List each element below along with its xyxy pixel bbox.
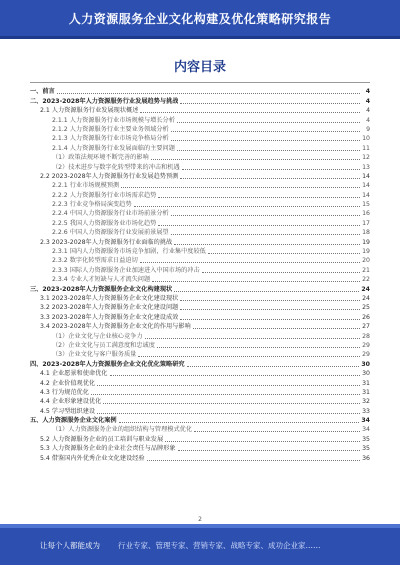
toc-entry-page: 11	[362, 144, 370, 152]
toc-entry-label: 一、前言	[30, 88, 55, 96]
toc-leader-dots	[171, 131, 360, 132]
toc-entry[interactable]	[30, 228, 370, 237]
toc-leader-dots	[140, 262, 360, 263]
toc-entry-label: 2.2 2023-2028年人力资源服务行业发展趋势预测	[40, 172, 179, 180]
toc-entry-page: 18	[362, 229, 370, 237]
toc-entry[interactable]	[30, 265, 370, 274]
toc-entry[interactable]	[30, 312, 370, 321]
toc-leader-dots	[177, 150, 360, 151]
toc-entry-label: （1）政策法规环境不断完善的影响	[52, 154, 149, 162]
toc-entry[interactable]	[30, 247, 370, 256]
toc-entry-label: 五、人力资源服务企业文化案例	[30, 417, 117, 425]
toc-entry-page: 36	[362, 454, 370, 462]
toc-entry-page: 9	[366, 125, 370, 133]
toc-entry[interactable]	[30, 106, 370, 115]
toc-leader-dots	[180, 103, 360, 104]
toc-leader-dots	[171, 140, 360, 141]
toc-entry-page: 34	[361, 417, 370, 425]
toc-entry[interactable]	[30, 162, 370, 171]
toc-entry-label: 3.4 2023-2028年人力资源服务企业文化的作用与影响	[40, 323, 191, 331]
toc-leader-dots	[178, 450, 360, 451]
toc-leader-dots	[193, 328, 360, 329]
toc-entry-page: 34	[362, 426, 370, 434]
toc-entry-label: 3.3 2023-2028年人力资源服务企业文化建设成效	[40, 313, 179, 321]
toc-entry[interactable]	[30, 96, 370, 105]
toc-leader-dots	[158, 225, 360, 226]
toc-entry-page: 31	[362, 388, 370, 396]
toc-entry-label: （2）企业文化与员工满意度和忠诚度	[52, 341, 155, 349]
toc-entry-page: 35	[362, 445, 370, 453]
toc-entry[interactable]	[30, 284, 370, 293]
toc-entry-page: 14	[362, 191, 370, 199]
toc-entry[interactable]	[30, 237, 370, 246]
toc-entry[interactable]	[30, 172, 370, 181]
toc-leader-dots	[103, 403, 360, 404]
toc-entry-page: 12	[362, 154, 370, 162]
toc-entry-label: 2.1.1 人力资源服务行业市场规模与增长分析	[52, 116, 175, 124]
toc-entry[interactable]	[30, 434, 370, 443]
toc-entry-page: 4	[366, 107, 370, 115]
toc-leader-dots	[202, 272, 360, 273]
toc-entry-label: 四、2023-2028年人力资源服务企业文化优化策略研究	[30, 360, 185, 368]
toc-entry-label: 2.2.4 中国人力资源服务行业市场前景分析	[52, 210, 169, 218]
toc-leader-dots	[91, 394, 360, 395]
toc-entry-page: 32	[362, 398, 370, 406]
toc-entry-page: 35	[362, 435, 370, 443]
toc-leader-dots	[208, 253, 360, 254]
toc-leader-dots	[138, 356, 360, 357]
toc-entry[interactable]	[30, 153, 370, 162]
page-number: 2	[198, 516, 202, 523]
toc-leader-dots	[180, 178, 360, 179]
toc-leader-dots	[157, 347, 360, 348]
toc-leader-dots	[110, 375, 361, 376]
toc-entry-label: 2.1 人力资源服务行业发展现状概述	[40, 107, 139, 115]
toc-entry-label: （2）技术进步与数字化转型带来的冲击和机遇	[52, 163, 180, 171]
toc-leader-dots	[187, 366, 360, 367]
toc-entry-page: 28	[362, 332, 370, 340]
toc-entry-page: 27	[362, 323, 370, 331]
toc-entry-page: 22	[362, 276, 370, 284]
toc-entry-label: 二、2023-2028年人力资源服务行业发展趋势与挑战	[30, 97, 179, 105]
toc-leader-dots	[180, 300, 360, 301]
toc-entry-label: （1）企业文化与企业核心竞争力	[52, 332, 143, 340]
toc-entry[interactable]	[30, 444, 370, 453]
toc-entry[interactable]	[30, 275, 370, 284]
toc-entry-label: 2.1.4 人力资源服务行业发展面临的主要问题	[52, 144, 175, 152]
toc-heading: 内容目录	[173, 60, 226, 75]
toc-entry[interactable]	[30, 378, 370, 387]
toc-entry-label: 4.2 企业价值观优化	[40, 379, 96, 387]
toc-entry-label: （3）企业文化与客户服务质量	[52, 351, 137, 359]
toc-entry-label: 3.1 2023-2028年人力资源服务企业文化建设现状	[40, 294, 179, 302]
toc-entry-page: 31	[362, 379, 370, 387]
toc-entry-page: 19	[362, 238, 370, 246]
toc-entry-label: 2.3.3 国际人力资源服务企业加速进入中国市场的冲击	[52, 266, 200, 274]
toc-entry[interactable]	[30, 322, 370, 331]
toc-entry[interactable]	[30, 331, 370, 340]
toc-entry-label: 3.2 2023-2028年人力资源服务企业文化建设问题	[40, 304, 179, 312]
toc-entry-label: （1）人力资源服务企业的组织结构与管理模式优化	[52, 426, 193, 434]
toc-entry-label: 4.5 学习型组织建设	[40, 407, 96, 415]
toc-entry-page: 29	[362, 351, 370, 359]
footer-slogan-right: 行业专家、管理专家、营销专家、战略专家、成功企业家……	[118, 541, 321, 550]
toc-entry-page: 14	[362, 172, 370, 180]
toc-leader-dots	[152, 281, 360, 282]
document-footer	[0, 528, 400, 565]
toc-leader-dots	[121, 187, 360, 188]
toc-entry[interactable]	[30, 134, 370, 143]
toc-entry-page: 17	[362, 219, 370, 227]
toc-leader-dots	[140, 112, 360, 113]
toc-entry-page: 29	[362, 341, 370, 349]
toc-entry-label: 2.3.2 数字化转型需求日益迫切	[52, 257, 138, 265]
toc-leader-dots	[174, 291, 359, 292]
toc-divider	[30, 82, 370, 83]
toc-entry-label: 2.2.2 人力资源服务行业市场需求趋势	[52, 191, 157, 199]
toc-entry-page: 25	[362, 304, 370, 312]
toc-entry[interactable]	[30, 218, 370, 227]
toc-leader-dots	[97, 413, 360, 414]
toc-leader-dots	[145, 338, 360, 339]
toc-entry-label: 2.2.5 我国人力资源服务业市场化趋势	[52, 219, 157, 227]
toc-entry-label: 4.4 企业形象建设优化	[40, 398, 102, 406]
toc-entry-label: 2.3.1 国内人力资源服务市场竞争加剧，行业集中度较低	[52, 248, 206, 256]
toc-leader-dots	[57, 93, 360, 94]
toc-entry[interactable]	[30, 416, 370, 425]
toc-entry[interactable]	[30, 369, 370, 378]
toc-entry-page: 4	[365, 88, 370, 96]
toc-entry-page: 26	[362, 313, 370, 321]
toc-entry-page: 19	[362, 248, 370, 256]
toc-entry[interactable]	[30, 397, 370, 406]
toc-entry-label: 2.2.6 中国人力资源服务行业发展前景展望	[52, 229, 169, 237]
toc-entry[interactable]	[30, 453, 370, 462]
toc-entry[interactable]	[30, 190, 370, 199]
toc-entry[interactable]	[30, 294, 370, 303]
toc-leader-dots	[134, 206, 360, 207]
toc-entry[interactable]	[30, 303, 370, 312]
toc-entry[interactable]	[30, 181, 370, 190]
toc-leader-dots	[151, 159, 360, 160]
toc-entry-page: 10	[362, 135, 370, 143]
table-of-contents	[30, 87, 370, 463]
document-header	[0, 0, 400, 39]
toc-entry-page: 24	[362, 294, 370, 302]
toc-leader-dots	[180, 309, 360, 310]
toc-leader-dots	[182, 169, 360, 170]
toc-entry[interactable]	[30, 425, 370, 434]
toc-leader-dots	[180, 319, 360, 320]
toc-entry-page: 13	[362, 163, 370, 171]
toc-entry[interactable]	[30, 143, 370, 152]
toc-entry-page: 24	[361, 285, 370, 293]
toc-entry-page: 4	[365, 97, 370, 105]
toc-leader-dots	[194, 431, 360, 432]
toc-entry-label: 2.3.4 专业人才短缺与人才流失问题	[52, 276, 151, 284]
toc-leader-dots	[158, 197, 360, 198]
toc-entry[interactable]	[30, 388, 370, 397]
toc-leader-dots	[177, 122, 360, 123]
toc-leader-dots	[171, 234, 360, 235]
toc-entry[interactable]	[30, 87, 370, 96]
toc-leader-dots	[174, 244, 360, 245]
toc-entry-label: 三、2023-2028年人力资源服务企业文化构建现状	[30, 285, 173, 293]
toc-entry-label: 2.2.3 行业竞争格局演变趋势	[52, 201, 132, 209]
toc-entry-page: 4	[366, 116, 370, 124]
toc-entry[interactable]	[30, 115, 370, 124]
toc-leader-dots	[165, 441, 360, 442]
toc-entry-page: 33	[362, 407, 370, 415]
toc-entry-label: 2.1.2 人力资源服务行业主要业务领域分析	[52, 125, 169, 133]
toc-leader-dots	[119, 422, 360, 423]
toc-entry[interactable]	[30, 359, 370, 368]
toc-entry-page: 30	[361, 360, 370, 368]
toc-leader-dots	[97, 385, 360, 386]
toc-entry-page: 30	[362, 370, 370, 378]
document-title: 人力资源服务企业文化构建及优化策略研究报告	[68, 12, 332, 26]
toc-entry-label: 2.3 2023-2028年人力资源服务行业面临的挑战	[40, 238, 173, 246]
toc-entry[interactable]	[30, 406, 370, 415]
toc-entry-page: 20	[362, 257, 370, 265]
toc-entry-label: 5.3 人力资源服务企业的企业社会责任与品牌形象	[40, 445, 176, 453]
toc-leader-dots	[171, 215, 360, 216]
toc-entry-label: 5.4 借鉴国内外优秀企业文化建设经验	[40, 454, 145, 462]
toc-entry[interactable]	[30, 209, 370, 218]
toc-entry-label: 5.2 人力资源服务企业的员工培训与职业发展	[40, 435, 164, 443]
toc-entry-page: 15	[362, 201, 370, 209]
toc-leader-dots	[147, 460, 360, 461]
toc-entry-page: 21	[362, 266, 370, 274]
toc-entry-label: 2.2.1 行业市场规模预测	[52, 182, 120, 190]
toc-entry[interactable]	[30, 256, 370, 265]
toc-entry-page: 16	[362, 210, 370, 218]
toc-entry[interactable]	[30, 200, 370, 209]
toc-entry-label: 4.3 行为规范优化	[40, 388, 89, 396]
toc-entry[interactable]	[30, 125, 370, 134]
toc-entry-label: 2.1.3 人力资源服务行业市场竞争格局分析	[52, 135, 169, 143]
toc-entry-label: 4.1 企业愿景和使命优化	[40, 370, 108, 378]
footer-slogan-left: 让每个人都能成为	[40, 541, 100, 550]
toc-entry[interactable]	[30, 350, 370, 359]
toc-entry-page: 14	[362, 182, 370, 190]
toc-entry[interactable]	[30, 341, 370, 350]
